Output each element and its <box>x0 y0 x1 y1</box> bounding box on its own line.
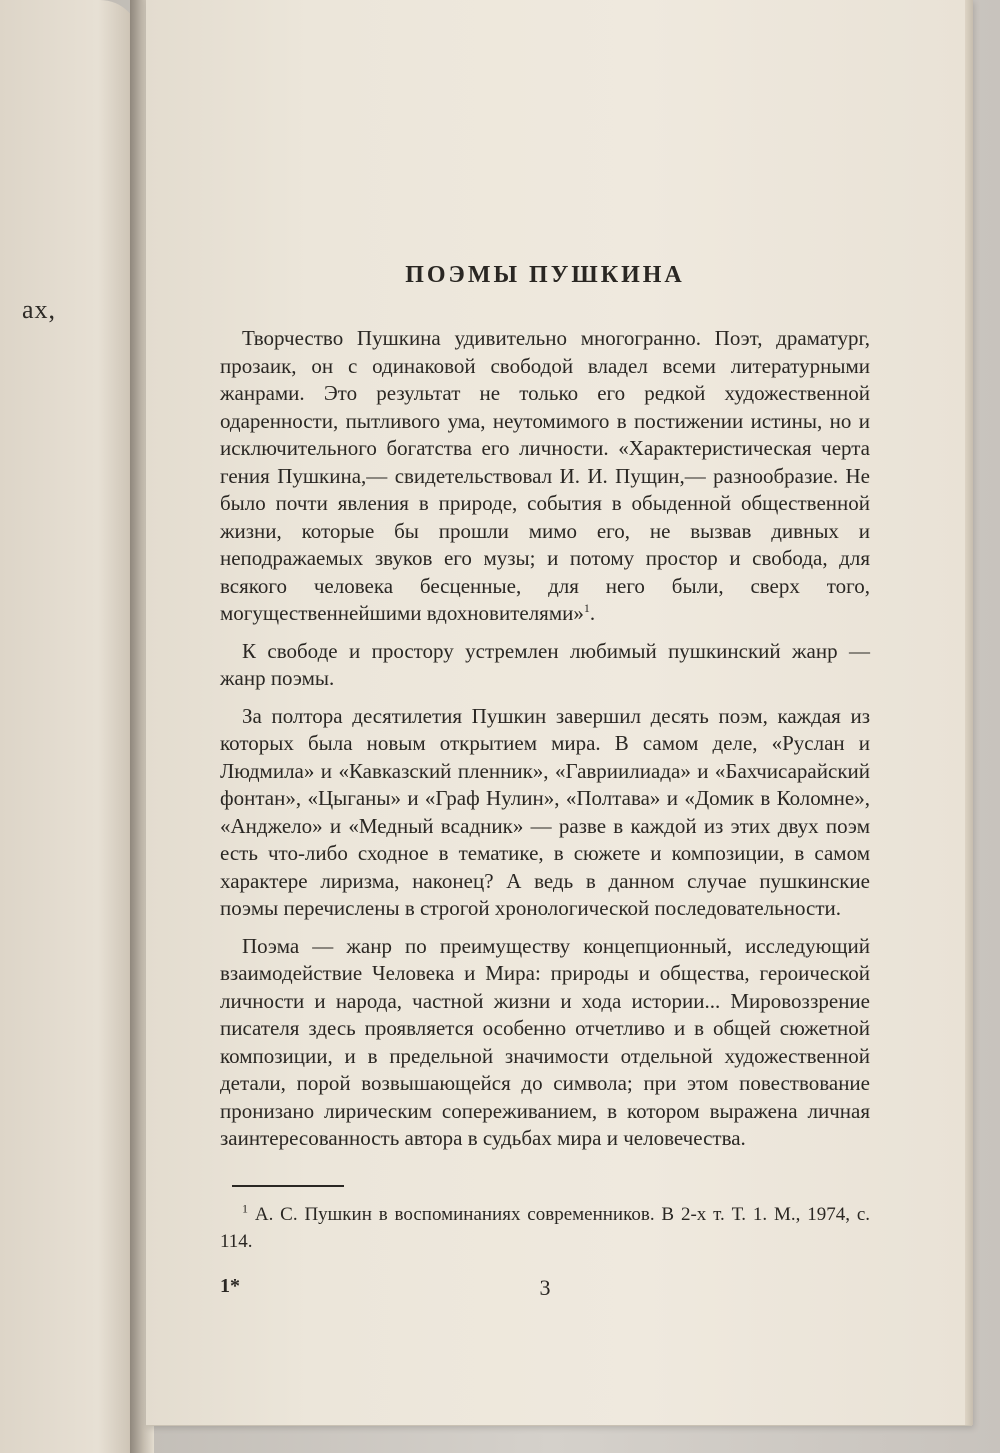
signature-mark: 1* <box>220 1274 240 1297</box>
page-footer <box>220 1275 870 1305</box>
footnote-reference-tail: . <box>589 601 596 625</box>
paragraph-2: К свободе и простору устремлен любимый пушкинский жанр — жанр поэмы. <box>220 638 870 690</box>
page-edge <box>965 0 973 1425</box>
footnote-text: А. С. Пушкин в воспоминаниях современников. В 2-х т. Т. 1. М., 1974, с. 114. <box>220 1203 871 1252</box>
page-content <box>220 262 870 1305</box>
page-number: 3 <box>539 1274 551 1300</box>
paragraph-3: За полтора десятилетия Пушкин завершил десять поэм, каждая из которых была новым открытием мира. В самом деле, «Руслан и Людмила» и «Кавказский пленник», «Гавриилиада» и «Бахчисарайский фонтан», «Цыганы» и «Граф Нулин», «Полтава» и «Домик в Коломне», «Анджело» и «Медный всадник» — разве в каждой из этих двух поэм есть что-либо сходное в тематике, в сюжете и композиции, в самом характере лиризма, наконец? А ведь в данном случае пушкинские поэмы перечислены в строгой хронологической последовательности. <box>220 703 870 920</box>
left-page-text-fragment: ах, <box>21 295 56 324</box>
footnote <box>220 1201 870 1255</box>
footnote-divider <box>232 1185 344 1187</box>
left-page <box>0 0 140 1453</box>
paragraph-1 <box>220 325 870 628</box>
paragraph-4: Поэма — жанр по преимуществу концепционный, исследующий взаимодействие Человека и Мира: природы и общества, героической личности и народа, частной жизни и хода истории... Мировоззрение писателя здесь проявляется особенно отчетливо и в общей сюжетной композиции, и в предельной значимости отдельной художественной детали, порой возвышающейся до символа; при этом повествование пронизано лирическим сопереживанием, в котором выражена личная заинтересованность автора в судьбах мира и человечества. <box>220 933 870 1150</box>
page-title: ПОЭМЫ ПУШКИНА <box>405 262 685 288</box>
footnote-number: 1 <box>242 1201 248 1216</box>
footnote-reference: 1 <box>583 601 590 615</box>
paragraph-1-text: Творчество Пушкина удивительно многогранно. Поэт, драматург, прозаик, он с одинаковой свободой владел всеми литературными жанрами. Это результат не только его редкой художественной одаренности, пытливого ума, неутомимого в постижении истины, но и исключительного богатства его личности. «Характеристическая черта гения Пушкина,— свидетельствовал И. И. Пущин,— разнообразие. Не было почти явления в природе, события в обыденной общественной жизни, которые бы прошли мимо его, не вызвав дивных и неподражаемых звуков его музы; и потому простор и свобода, для всякого человека бесценные, для него были, сверх того, могущественнейшими вдохновителями» <box>220 326 870 625</box>
